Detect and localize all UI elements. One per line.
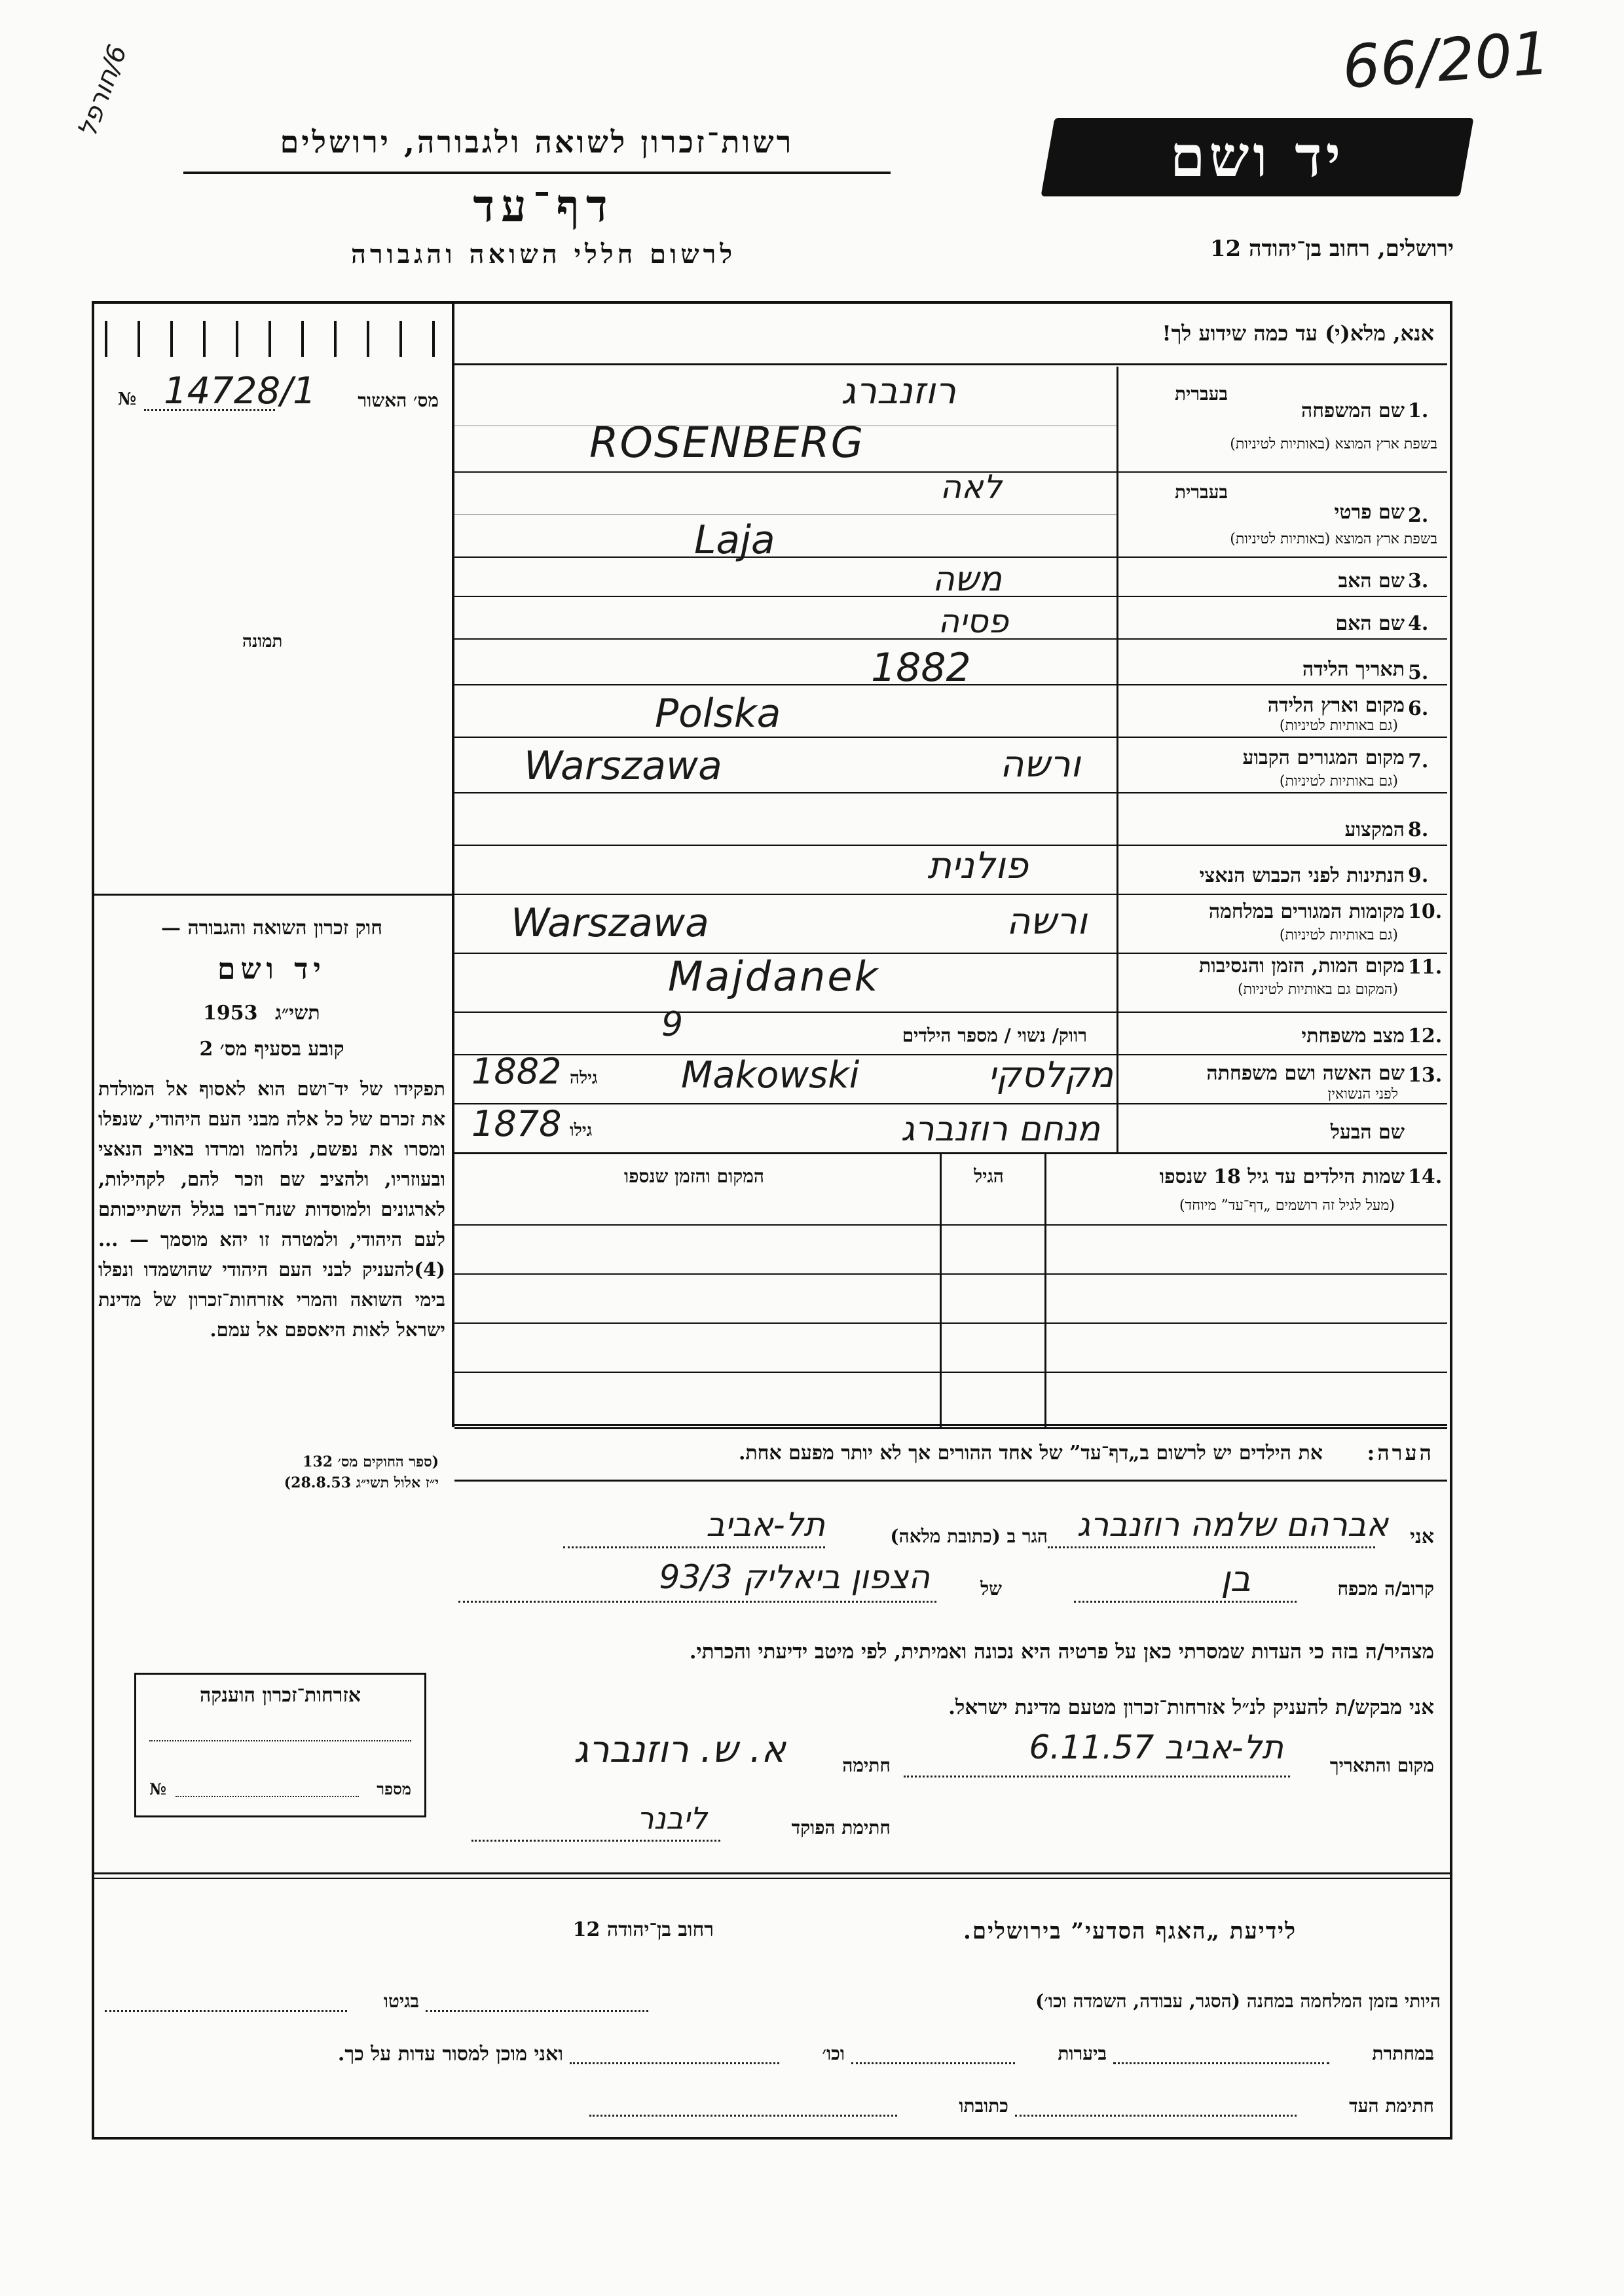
law-clause: קובע בסעיף מס׳ 2	[199, 1038, 344, 1061]
photo-label: תמונה	[242, 632, 283, 651]
field-13-value[interactable]: Makowski	[681, 1054, 860, 1097]
field-8-num: 8.	[1408, 818, 1429, 841]
field-8-label: המקצוע	[1344, 818, 1405, 841]
place-date-label: מקום והתאריך	[1329, 1755, 1434, 1776]
field-3-value[interactable]: משה	[932, 560, 1002, 599]
witness-street[interactable]: הצפון ביאליק 93/3	[659, 1558, 930, 1596]
law-title: חוק זכרון השואה והגבורה —	[161, 917, 382, 939]
field-4-num: 4.	[1408, 612, 1429, 635]
form-title: דף־עד	[473, 180, 614, 232]
field-13-sub: לפני הנשואין	[1327, 1086, 1398, 1102]
witness-i-label: אני	[1410, 1525, 1434, 1548]
children-count[interactable]: 9	[661, 1005, 684, 1044]
children-place-header: המקום והזמן שנספו	[624, 1165, 764, 1187]
signature-label: חתימה	[842, 1755, 891, 1776]
address: ירושלים, רחוב בן־יהודה 12	[1209, 236, 1454, 262]
approval-no-prefix: №	[118, 390, 137, 409]
field-2-sub: בשפת ארץ המוצא (באותיות לטיניות)	[1230, 531, 1437, 547]
footer-line1: היותי בזמן המלחמה במחנה (הסגר, עבודה, השמדה וכו׳)	[1035, 1990, 1441, 2012]
official-signature-label: חתימת הפוקד	[791, 1817, 891, 1838]
field-10-num: 10.	[1408, 900, 1443, 923]
field-9-label: הנתינות לפני הכבוש הנאצי	[1199, 864, 1405, 887]
footer-line1-end: בגיטו	[383, 1990, 419, 2012]
field-2-label: שם פרטי	[1334, 501, 1405, 524]
memorial-box-no-prefix: №	[149, 1779, 167, 1798]
field-7-value[interactable]: Warszawa	[524, 743, 722, 789]
field-11-sub: (המקום גם באותיות לטיניות)	[1238, 981, 1398, 998]
footer-witness-signature: חתימת העד	[1349, 2095, 1434, 2117]
instruction: אנא, מלא(י) עד כמה שידוע לך!	[1162, 321, 1434, 346]
witness-address[interactable]: תל-אביב	[706, 1506, 825, 1544]
law-year: 1953	[203, 1002, 258, 1025]
family-status-options: רווק/ נשוי / מספר הילדים	[902, 1025, 1087, 1046]
field-5-value[interactable]: 1882	[871, 645, 971, 691]
field-6-label: מקום וארץ הלידה	[1267, 694, 1405, 717]
field-1-hebrew-value[interactable]: רוזנברג	[841, 370, 956, 412]
footer-underground: במחתרת	[1372, 2043, 1434, 2064]
footer-title: לידיעת „האגף הסדעי” בירושלים.	[963, 1918, 1297, 1944]
field-10-label: מקומות המגורים במלחמה	[1208, 900, 1405, 923]
witness-declaration: מצהיר/ה בזה כי העדות שמסרתי כאן על פרטיה היא נכונה ואמיתית, לפי מיטב ידיעתי והכרתי.	[689, 1640, 1434, 1664]
field-4-label: שם האם	[1335, 612, 1405, 635]
husband-age-label: גילו	[570, 1121, 593, 1140]
field-5-num: 5.	[1408, 661, 1429, 684]
footer-address-label: כתובתו	[959, 2095, 1008, 2117]
field-4-value[interactable]: פסיה	[938, 602, 1008, 640]
field-6-value[interactable]: Polska	[655, 691, 781, 737]
field-13-num: 13.	[1408, 1064, 1443, 1087]
field-11-value[interactable]: Majdanek	[668, 953, 880, 1000]
field-10-value-he[interactable]: ורשה	[1006, 900, 1087, 943]
memorial-box-number-label: מספר	[377, 1779, 411, 1798]
field-2-num: 2.	[1408, 504, 1429, 527]
field-3-label: שם האב	[1338, 570, 1405, 592]
field-6-sub: (גם באותיות לטיניות)	[1279, 718, 1398, 734]
field-2-lang: בעברית	[1174, 481, 1228, 503]
archive-number: 66/201	[1340, 19, 1552, 102]
memorial-box-title: אזרחות־זכרון הוענקה	[199, 1684, 361, 1707]
field-13-value-he[interactable]: מקלסקי	[987, 1054, 1113, 1095]
field-9-value[interactable]: פולנית	[927, 845, 1028, 887]
footer-willing: ואני מוכן למסור עדות על כך.	[337, 2043, 563, 2066]
signature-value[interactable]: א. ש. רוזנברג	[573, 1728, 786, 1771]
note-text: את הילדים יש לרשום ב„דף־עד” של אחד ההורים אך לא יותר מפעם אחת.	[738, 1442, 1323, 1465]
field-13-label: שם האשה ושם משפחתה	[1206, 1062, 1405, 1085]
approval-ticks	[98, 321, 445, 360]
wife-age-label: גילה	[570, 1068, 598, 1088]
field-9-num: 9.	[1408, 864, 1429, 887]
stamp-code: 6/חורפל	[72, 41, 134, 141]
field-7-value-he[interactable]: ורשה	[999, 743, 1080, 786]
authority-title: רשות־זכרון לשואה ולגבורה, ירושלים	[280, 124, 794, 160]
field-2-latin-value[interactable]: Laja	[694, 517, 775, 563]
children-title-note: (מעל לגיל זה רושמים „דף־עד” מיוחד)	[1179, 1197, 1395, 1214]
field-10-value[interactable]: Warszawa	[511, 900, 709, 946]
field-1-latin-value[interactable]: ROSENBERG	[589, 419, 865, 467]
field-12-num: 12.	[1408, 1025, 1443, 1048]
field-5-label: תאריך הלידה	[1302, 658, 1405, 681]
witness-resides-label: הגר ב (כתובת מלאה)	[890, 1525, 1048, 1547]
form-subtitle: לרשום חללי השואה והגבורה	[350, 239, 737, 270]
logo-text: יד ושם	[1170, 124, 1345, 190]
children-age-header: הגיל	[974, 1165, 1004, 1187]
field-6-num: 6.	[1408, 697, 1429, 720]
footer-address: רחוב בן־יהודה 12	[572, 1918, 714, 1941]
field-7-label: מקום המגורים הקבוע	[1242, 746, 1405, 769]
field-2-hebrew-value[interactable]: לאה	[940, 468, 1002, 506]
husband-age-value[interactable]: 1878	[471, 1103, 562, 1144]
field-3-num: 3.	[1408, 570, 1429, 592]
witness-relation[interactable]: בן	[1221, 1558, 1251, 1599]
field-10-sub: (גם באותיות לטיניות)	[1279, 927, 1398, 943]
witness-name[interactable]: אברהם שלמה רוזנברג	[1077, 1506, 1388, 1544]
wife-age-value[interactable]: 1882	[471, 1051, 562, 1092]
field-1-label: שם המשפחה	[1301, 399, 1405, 422]
footer-etc: וכו׳	[822, 2043, 845, 2064]
law-name: יד ושם	[217, 953, 326, 986]
witness-of-label: של	[980, 1578, 1002, 1599]
law-body: תפקידו של יד־ושם הוא לאסוף אל המולדת את זכרם של כל אלה מבני העם היהודי, שנפלו ומסרו את נפשם, נלחמו ומרדו באויב הנאצי ובעוזריו, ולהציב שם וזכר להם, לקהילות, לארגונים ולמוסדות שנח־רבו בגלל השתייכותם לעם היהודי, ולמטרה זו יהא מוסמך — ...(4)להעניק לבני העם היהודי שהושמדו ונפלו בימי השואה והמרי אזרחות־זכרון של מדינת ישראל לאות היאספם אל עמם.	[98, 1078, 445, 1341]
footer-forests: ביערות	[1058, 2043, 1107, 2064]
husband-value[interactable]: מנחם רוזנברג	[900, 1110, 1100, 1149]
field-1-lang: בעברית	[1174, 383, 1228, 405]
field-1-num: 1.	[1408, 399, 1429, 422]
note-label: הערה:	[1367, 1440, 1434, 1465]
field-7-sub: (גם באותיות לטיניות)	[1279, 773, 1398, 790]
law-source-1: (ספר החוקים מס׳ 132	[303, 1453, 439, 1470]
official-signature[interactable]: ליבנר	[637, 1800, 707, 1836]
approval-number[interactable]: 14728/1	[164, 370, 316, 412]
witness-relation-label: קרוב/ה מכפח	[1337, 1578, 1434, 1599]
approval-label: מס׳ האשור	[358, 390, 439, 411]
law-source-2: י״ז אלול תשי״ג 28.8.53)	[284, 1474, 439, 1491]
children-title: שמות הילדים עד גיל 18 שנספו	[1159, 1165, 1405, 1188]
field-7-num: 7.	[1408, 750, 1429, 773]
field-11-num: 11.	[1408, 956, 1443, 979]
field-1-sub: בשפת ארץ המוצא (באותיות לטיניות)	[1230, 436, 1437, 452]
witness-request: אני מבקש/ת להעניק לנ״ל אזרחות־זכרון מטעם מדינת ישראל.	[948, 1696, 1434, 1719]
field-11-label: מקום המות, הזמן והנסיבות	[1198, 955, 1405, 977]
place-date-value[interactable]: תל-אביב 6.11.57	[1029, 1728, 1283, 1766]
husband-label: שם הבעל	[1330, 1121, 1405, 1144]
children-title-num: 14.	[1408, 1165, 1443, 1188]
field-12-label: מצב משפחתי	[1301, 1025, 1405, 1048]
memorial-box	[134, 1673, 426, 1817]
law-year-he: תשי״ג	[275, 1002, 320, 1025]
yad-vashem-logo	[1041, 118, 1473, 196]
